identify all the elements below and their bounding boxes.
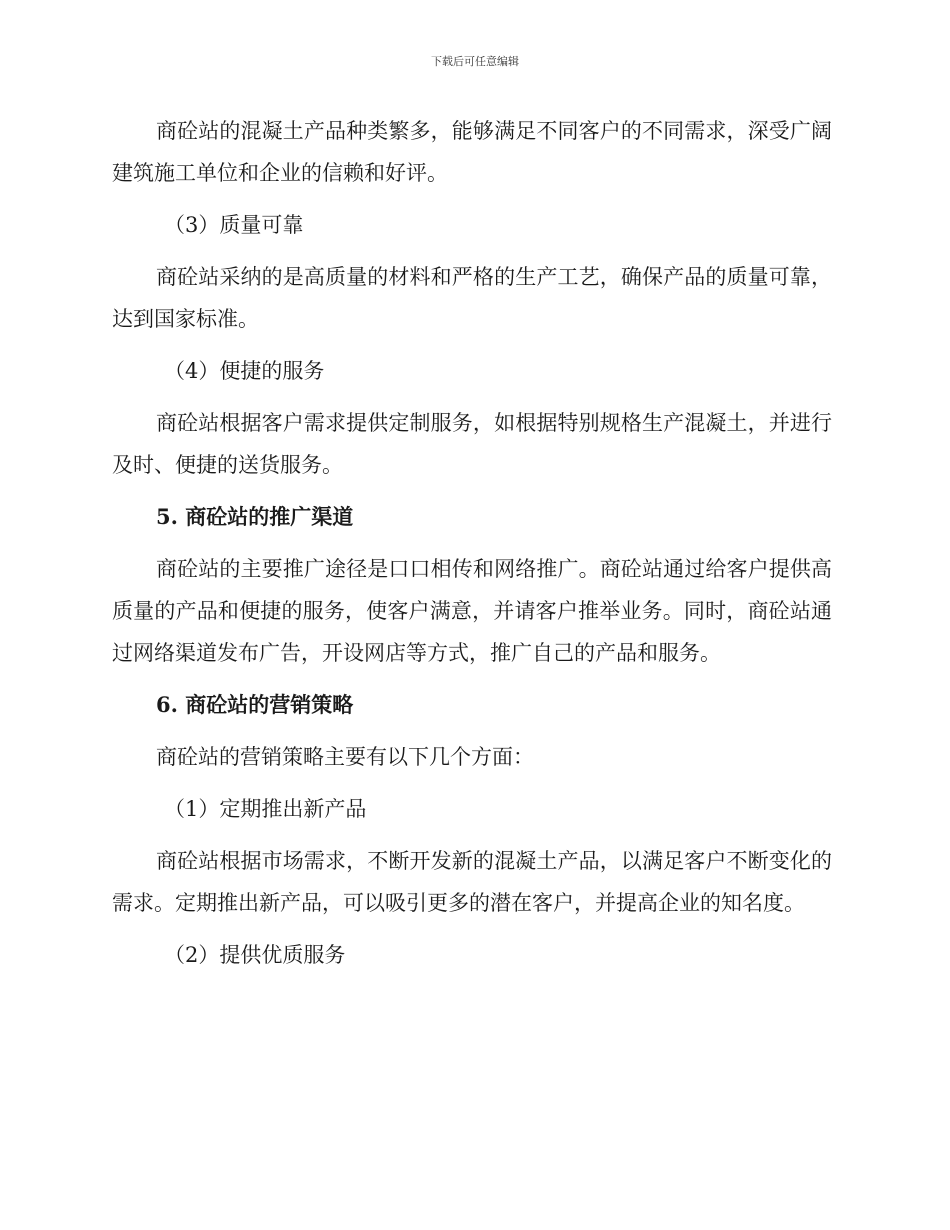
paragraph-new-products: 商砼站根据市场需求，不断开发新的混凝土产品，以满足客户不断变化的需求。定期推出新产品，可以吸引更多的潜在客户，并提高企业的知名度。 — [112, 849, 832, 915]
document-body — [112, 110, 832, 986]
paragraph-service: 商砼站根据客户需求提供定制服务，如根据特别规格生产混凝土，并进行及时、便捷的送货服务。 — [112, 411, 832, 477]
paragraph-quality: 商砼站采纳的是高质量的材料和严格的生产工艺，确保产品的质量可靠，达到国家标准。 — [112, 265, 832, 331]
item-convenient-service: （4）便捷的服务 — [164, 359, 325, 383]
page-header: 下载后可任意编辑 — [431, 55, 519, 68]
item-quality-service: （2）提供优质服务 — [164, 943, 346, 967]
paragraph-product-variety: 商砼站的混凝土产品种类繁多，能够满足不同客户的不同需求，深受广阔建筑施工单位和企业的信赖和好评。 — [112, 119, 832, 185]
paragraph-marketing-intro: 商砼站的营销策略主要有以下几个方面： — [156, 745, 534, 769]
item-new-products: （1）定期推出新产品 — [164, 797, 367, 821]
heading-marketing-strategy: 6. 商砼站的营销策略 — [156, 692, 354, 717]
item-quality-reliable: （3）质量可靠 — [164, 213, 304, 237]
heading-promotion-channels: 5. 商砼站的推广渠道 — [156, 504, 354, 529]
paragraph-promotion: 商砼站的主要推广途径是口口相传和网络推广。商砼站通过给客户提供高质量的产品和便捷的服务，使客户满意，并请客户推举业务。同时，商砼站通过网络渠道发布广告，开设网店等方式，推广自己的产品和服务。 — [112, 557, 832, 665]
